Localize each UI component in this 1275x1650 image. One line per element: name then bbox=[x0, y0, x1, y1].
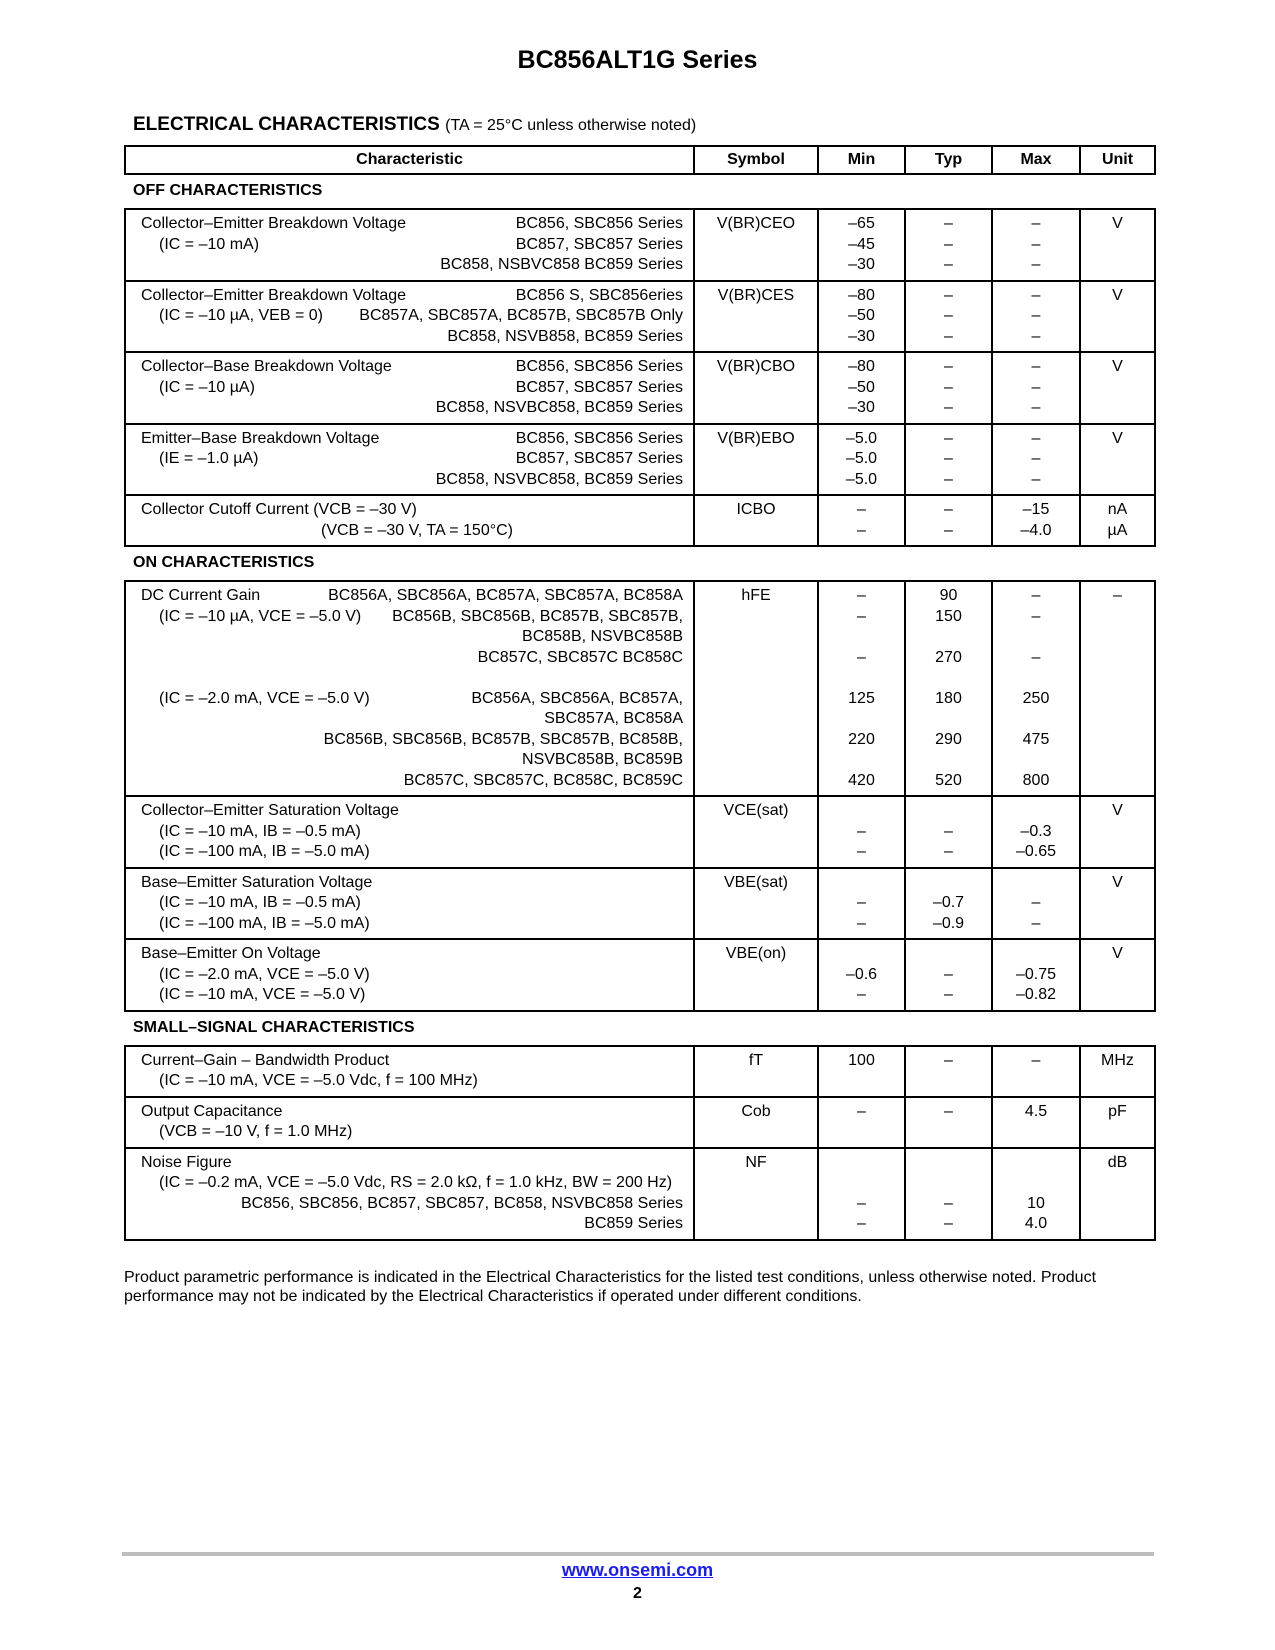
typ-cell: – bbox=[905, 1046, 992, 1097]
group-row-small-signal bbox=[125, 1011, 1155, 1046]
table-row bbox=[125, 1046, 1155, 1097]
symbol-cell: V(BR)EBO bbox=[694, 424, 818, 496]
typ-cell: – – bbox=[905, 495, 992, 546]
table-row bbox=[125, 868, 1155, 940]
min-cell: – – bbox=[818, 868, 905, 940]
symbol-cell: ICBO bbox=[694, 495, 818, 546]
min-cell: – – bbox=[818, 495, 905, 546]
max-cell: –0.75 –0.82 bbox=[992, 939, 1080, 1011]
unit-cell: V bbox=[1080, 281, 1155, 353]
test-condition: (IC = –100 mA, IB = –5.0 mA) bbox=[159, 914, 370, 932]
symbol-cell: hFE bbox=[694, 581, 818, 796]
char-label: Collector–Emitter Saturation Voltage bbox=[141, 802, 399, 819]
group-heading: SMALL–SIGNAL CHARACTERISTICS bbox=[133, 1018, 415, 1036]
series-label: BC857, SBC857 Series bbox=[515, 235, 683, 253]
characteristic-cell bbox=[125, 352, 694, 424]
series-label: BC856A, SBC856A, BC857A, bbox=[471, 689, 683, 707]
footnote: Product parametric performance is indicated in the Electrical Characteristics for the listed test conditions, unless otherwise noted. Product performance may not be indicated by the Electrical Characteristics if operated under different conditions. bbox=[124, 1269, 1097, 1305]
min-cell: –80 –50 –30 bbox=[818, 281, 905, 353]
table-row bbox=[125, 581, 1155, 796]
char-label: DC Current Gain bbox=[141, 587, 261, 604]
series-label: BC858, NSBVC858 BC859 Series bbox=[440, 256, 683, 273]
max-cell: – – bbox=[992, 868, 1080, 940]
unit-cell: V bbox=[1080, 352, 1155, 424]
max-cell: 10 4.0 bbox=[992, 1148, 1080, 1240]
min-cell: –0.6 – bbox=[818, 939, 905, 1011]
column-header: Symbol bbox=[694, 146, 818, 174]
test-condition: (IC = –10 mA, VCE = –5.0 V) bbox=[159, 986, 366, 1003]
website-link[interactable]: www.onsemi.com bbox=[561, 1560, 714, 1580]
series-label: BC857, SBC857 Series bbox=[515, 378, 683, 396]
unit-cell: V bbox=[1080, 796, 1155, 868]
symbol-cell: fT bbox=[694, 1046, 818, 1097]
section-condition: (TA = 25°C unless otherwise noted) bbox=[445, 117, 697, 134]
series-label: BC856B, SBC856B, BC857B, SBC857B, bbox=[392, 607, 683, 625]
test-condition: (IC = –10 µA) bbox=[159, 378, 255, 396]
typ-cell: – – – bbox=[905, 424, 992, 496]
min-cell: –65 –45 –30 bbox=[818, 209, 905, 281]
characteristic-cell bbox=[125, 209, 694, 281]
typ-cell: – – – bbox=[905, 209, 992, 281]
footer-divider bbox=[122, 1552, 1154, 1556]
series-label: BC858, NSVBC858, BC859 Series bbox=[435, 470, 683, 488]
column-header: Characteristic bbox=[125, 146, 694, 174]
min-cell: – bbox=[818, 1097, 905, 1148]
table-row bbox=[125, 796, 1155, 868]
series-label: BC857, SBC857 Series bbox=[515, 450, 683, 467]
unit-cell: nA µA bbox=[1080, 495, 1155, 546]
series-label: BC856B, SBC856B, BC857B, SBC857B, BC858B, bbox=[323, 730, 683, 748]
series-label: BC857A, SBC857A, BC857B, SBC857B Only bbox=[359, 307, 683, 324]
series-label: BC858, NSVBC858, BC859 Series bbox=[435, 399, 683, 416]
table-header-row bbox=[125, 146, 1155, 174]
min-cell: – – – 125 220 420 bbox=[818, 581, 905, 796]
char-label: Output Capacitance bbox=[141, 1102, 283, 1120]
characteristic-cell bbox=[125, 1097, 694, 1148]
table-row bbox=[125, 424, 1155, 496]
group-row-on bbox=[125, 546, 1155, 581]
max-cell: – – – bbox=[992, 209, 1080, 281]
series-label: BC856A, SBC856A, BC857A, SBC857A, BC858A bbox=[328, 587, 683, 604]
series-label: BC859 Series bbox=[584, 1215, 683, 1232]
unit-cell: pF bbox=[1080, 1097, 1155, 1148]
test-condition: (IE = –1.0 µA) bbox=[159, 450, 259, 467]
characteristic-cell bbox=[125, 581, 694, 796]
series-label: BC858B, NSVBC858B bbox=[522, 628, 683, 645]
test-condition: (VCB = –30 V, TA = 150°C) bbox=[321, 521, 513, 539]
characteristic-cell bbox=[125, 868, 694, 940]
max-cell: – – – bbox=[992, 281, 1080, 353]
electrical-characteristics-table bbox=[124, 145, 1156, 1241]
table-row bbox=[125, 209, 1155, 281]
char-label: Base–Emitter On Voltage bbox=[141, 945, 321, 962]
characteristic-cell bbox=[125, 424, 694, 496]
column-header: Unit bbox=[1080, 146, 1155, 174]
table-row bbox=[125, 1097, 1155, 1148]
test-condition: (IC = –0.2 mA, VCE = –5.0 Vdc, RS = 2.0 kΩ, f = 1.0 kHz, BW = 200 Hz) bbox=[159, 1174, 673, 1191]
typ-cell: – – – bbox=[905, 281, 992, 353]
test-condition: (IC = –2.0 mA, VCE = –5.0 V) bbox=[159, 965, 370, 983]
series-label: NSVBC858B, BC859B bbox=[522, 751, 683, 768]
char-label: Emitter–Base Breakdown Voltage bbox=[141, 429, 380, 447]
symbol-cell: VCE(sat) bbox=[694, 796, 818, 868]
table-row bbox=[125, 352, 1155, 424]
max-cell: –15 –4.0 bbox=[992, 495, 1080, 546]
test-condition: (IC = –10 mA) bbox=[159, 235, 260, 253]
page-number: 2 bbox=[633, 1585, 642, 1602]
test-condition: (IC = –10 mA, VCE = –5.0 Vdc, f = 100 MHz) bbox=[159, 1072, 478, 1089]
table-row bbox=[125, 939, 1155, 1011]
char-label: Collector Cutoff Current (VCB = –30 V) bbox=[141, 501, 417, 518]
min-cell: 100 bbox=[818, 1046, 905, 1097]
table-row bbox=[125, 495, 1155, 546]
symbol-cell: V(BR)CES bbox=[694, 281, 818, 353]
test-condition: (IC = –10 µA, VEB = 0) bbox=[159, 307, 323, 324]
symbol-cell: NF bbox=[694, 1148, 818, 1240]
series-label: BC856, SBC856 Series bbox=[515, 358, 683, 375]
min-cell: – – bbox=[818, 1148, 905, 1240]
unit-cell: MHz bbox=[1080, 1046, 1155, 1097]
series-label: BC858, NSVB858, BC859 Series bbox=[447, 327, 683, 345]
unit-cell: dB bbox=[1080, 1148, 1155, 1240]
test-condition: (IC = –10 µA, VCE = –5.0 V) bbox=[159, 607, 362, 625]
max-cell: –0.3 –0.65 bbox=[992, 796, 1080, 868]
symbol-cell: VBE(sat) bbox=[694, 868, 818, 940]
unit-cell: V bbox=[1080, 939, 1155, 1011]
series-label: BC856 S, SBC856eries bbox=[515, 286, 683, 304]
max-cell: – – – bbox=[992, 352, 1080, 424]
typ-cell: – – bbox=[905, 1148, 992, 1240]
symbol-cell: V(BR)CBO bbox=[694, 352, 818, 424]
series-label: BC856, SBC856 Series bbox=[515, 429, 683, 447]
typ-cell: –0.7 –0.9 bbox=[905, 868, 992, 940]
char-label: Current–Gain – Bandwidth Product bbox=[141, 1051, 390, 1069]
max-cell: 4.5 bbox=[992, 1097, 1080, 1148]
max-cell: – – – bbox=[992, 424, 1080, 496]
characteristic-cell bbox=[125, 796, 694, 868]
char-label: Base–Emitter Saturation Voltage bbox=[141, 873, 373, 891]
typ-cell: 90 150 270 180 290 520 bbox=[905, 581, 992, 796]
column-header: Max bbox=[992, 146, 1080, 174]
group-heading: OFF CHARACTERISTICS bbox=[133, 182, 323, 200]
symbol-cell: Cob bbox=[694, 1097, 818, 1148]
unit-cell: V bbox=[1080, 868, 1155, 940]
series-label: BC857C, SBC857C BC858C bbox=[477, 648, 683, 666]
max-cell: – – – 250 475 800 bbox=[992, 581, 1080, 796]
symbol-cell: VBE(on) bbox=[694, 939, 818, 1011]
typ-cell: – – bbox=[905, 939, 992, 1011]
characteristic-cell bbox=[125, 1148, 694, 1240]
characteristic-cell bbox=[125, 281, 694, 353]
section-heading bbox=[133, 114, 696, 136]
char-label: Noise Figure bbox=[141, 1153, 232, 1171]
series-label: BC856, SBC856, BC857, SBC857, BC858, NSVBC858 Series bbox=[240, 1194, 683, 1212]
group-row-off bbox=[125, 174, 1155, 209]
unit-cell: V bbox=[1080, 209, 1155, 281]
test-condition: (IC = –10 mA, IB = –0.5 mA) bbox=[159, 894, 361, 911]
typ-cell: – – – bbox=[905, 352, 992, 424]
symbol-cell: V(BR)CEO bbox=[694, 209, 818, 281]
min-cell: – – bbox=[818, 796, 905, 868]
min-cell: –5.0 –5.0 –5.0 bbox=[818, 424, 905, 496]
min-cell: –80 –50 –30 bbox=[818, 352, 905, 424]
column-header: Typ bbox=[905, 146, 992, 174]
test-condition: (IC = –2.0 mA, VCE = –5.0 V) bbox=[159, 689, 370, 707]
characteristic-cell bbox=[125, 495, 694, 546]
test-condition: (VCB = –10 V, f = 1.0 MHz) bbox=[159, 1123, 353, 1140]
unit-cell: – bbox=[1080, 581, 1155, 796]
characteristic-cell bbox=[125, 939, 694, 1011]
group-heading: ON CHARACTERISTICS bbox=[133, 554, 315, 572]
table-row bbox=[125, 281, 1155, 353]
characteristic-cell bbox=[125, 1046, 694, 1097]
unit-cell: V bbox=[1080, 424, 1155, 496]
series-label: BC856, SBC856 Series bbox=[515, 215, 683, 232]
typ-cell: – – bbox=[905, 796, 992, 868]
section-title: ELECTRICAL CHARACTERISTICS bbox=[133, 114, 440, 135]
char-label: Collector–Emitter Breakdown Voltage bbox=[141, 286, 407, 304]
document-title: BC856ALT1G Series bbox=[517, 46, 758, 74]
test-condition: (IC = –100 mA, IB = –5.0 mA) bbox=[159, 843, 370, 860]
series-label: BC857C, SBC857C, BC858C, BC859C bbox=[403, 771, 683, 789]
max-cell: – bbox=[992, 1046, 1080, 1097]
test-condition: (IC = –10 mA, IB = –0.5 mA) bbox=[159, 822, 361, 840]
column-header: Min bbox=[818, 146, 905, 174]
typ-cell: – bbox=[905, 1097, 992, 1148]
series-label: SBC857A, BC858A bbox=[544, 710, 683, 727]
char-label: Collector–Base Breakdown Voltage bbox=[141, 358, 392, 375]
char-label: Collector–Emitter Breakdown Voltage bbox=[141, 215, 407, 232]
table-row bbox=[125, 1148, 1155, 1240]
